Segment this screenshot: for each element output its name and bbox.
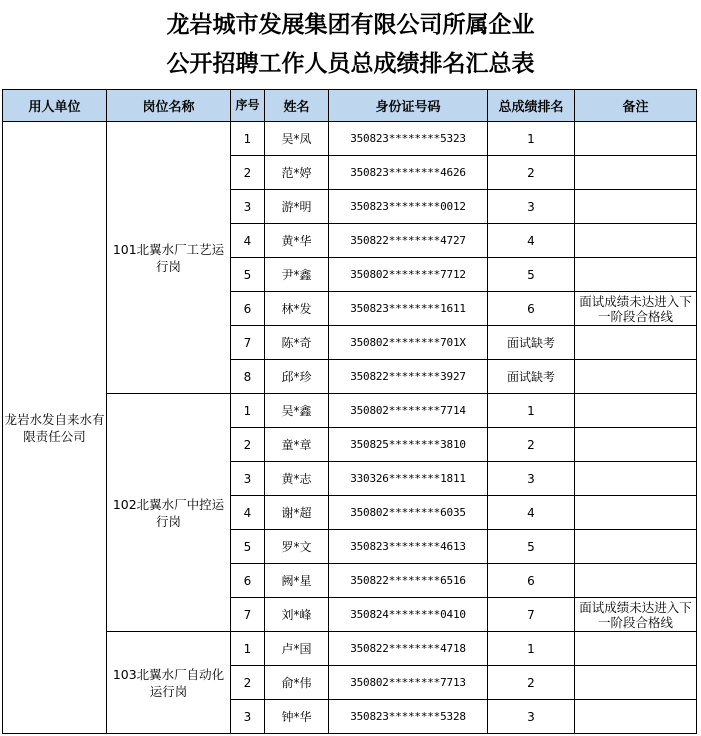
cell-rank: 3 — [488, 190, 575, 224]
cell-rank: 3 — [488, 462, 575, 496]
cell-seq: 1 — [231, 122, 265, 156]
cell-seq: 2 — [231, 428, 265, 462]
page-title-line-2: 公开招聘工作人员总成绩排名汇总表 — [166, 51, 535, 77]
cell-name: 黄*志 — [265, 462, 329, 496]
cell-note — [575, 530, 697, 564]
cell-seq: 4 — [231, 224, 265, 258]
cell-rank: 4 — [488, 224, 575, 258]
cell-seq: 2 — [231, 156, 265, 190]
cell-post-name: 103北翼水厂自动化运行岗 — [107, 632, 231, 734]
cell-seq: 3 — [231, 462, 265, 496]
cell-id-number: 330326********1811 — [329, 462, 488, 496]
cell-note — [575, 224, 697, 258]
cell-name: 吴*鑫 — [265, 394, 329, 428]
cell-name: 陈*奇 — [265, 326, 329, 360]
cell-seq: 2 — [231, 666, 265, 700]
cell-id-number: 350802********7714 — [329, 394, 488, 428]
cell-note — [575, 666, 697, 700]
table-body — [3, 122, 697, 734]
cell-id-number: 350823********0012 — [329, 190, 488, 224]
cell-rank: 6 — [488, 564, 575, 598]
header-unit: 用人单位 — [3, 90, 107, 122]
cell-note — [575, 156, 697, 190]
cell-note — [575, 700, 697, 734]
header-post: 岗位名称 — [107, 90, 231, 122]
cell-name: 黄*华 — [265, 224, 329, 258]
cell-seq: 8 — [231, 360, 265, 394]
cell-id-number: 350822********3927 — [329, 360, 488, 394]
cell-name: 林*发 — [265, 292, 329, 326]
cell-post-name: 102北翼水厂中控运行岗 — [107, 394, 231, 632]
cell-id-number: 350802********701X — [329, 326, 488, 360]
cell-rank: 6 — [488, 292, 575, 326]
cell-note — [575, 326, 697, 360]
cell-id-number: 350802********6035 — [329, 496, 488, 530]
cell-note — [575, 462, 697, 496]
cell-rank: 2 — [488, 156, 575, 190]
cell-note — [575, 632, 697, 666]
cell-rank: 1 — [488, 394, 575, 428]
ranking-table — [2, 89, 697, 734]
page-title-line-1: 龙岩城市发展集团有限公司所属企业 — [166, 12, 535, 38]
cell-note: 面试成绩未达进入下一阶段合格线 — [575, 598, 697, 632]
cell-note — [575, 564, 697, 598]
header-seq: 序号 — [231, 90, 265, 122]
cell-name: 俞*伟 — [265, 666, 329, 700]
table-row — [3, 122, 697, 156]
cell-seq: 6 — [231, 564, 265, 598]
cell-rank: 5 — [488, 530, 575, 564]
cell-id-number: 350823********1611 — [329, 292, 488, 326]
cell-id-number: 350822********4718 — [329, 632, 488, 666]
table-row — [3, 394, 697, 428]
cell-note — [575, 394, 697, 428]
cell-id-number: 350823********5328 — [329, 700, 488, 734]
table-row — [3, 632, 697, 666]
cell-note — [575, 258, 697, 292]
cell-seq: 5 — [231, 530, 265, 564]
cell-name: 阙*星 — [265, 564, 329, 598]
cell-id-number: 350822********6516 — [329, 564, 488, 598]
cell-seq: 6 — [231, 292, 265, 326]
cell-id-number: 350823********4613 — [329, 530, 488, 564]
cell-rank: 1 — [488, 122, 575, 156]
cell-id-number: 350822********4727 — [329, 224, 488, 258]
cell-name: 钟*华 — [265, 700, 329, 734]
cell-note: 面试成绩未达进入下一阶段合格线 — [575, 292, 697, 326]
cell-name: 尹*鑫 — [265, 258, 329, 292]
cell-seq: 7 — [231, 598, 265, 632]
cell-seq: 5 — [231, 258, 265, 292]
header-note: 备注 — [575, 90, 697, 122]
cell-note — [575, 428, 697, 462]
cell-seq: 7 — [231, 326, 265, 360]
cell-name: 刘*峰 — [265, 598, 329, 632]
cell-name: 吴*凤 — [265, 122, 329, 156]
cell-id-number: 350823********5323 — [329, 122, 488, 156]
cell-rank: 4 — [488, 496, 575, 530]
cell-seq: 3 — [231, 700, 265, 734]
cell-seq: 3 — [231, 190, 265, 224]
cell-rank: 面试缺考 — [488, 326, 575, 360]
cell-rank: 3 — [488, 700, 575, 734]
header-rank: 总成绩排名 — [488, 90, 575, 122]
cell-rank: 1 — [488, 632, 575, 666]
cell-rank: 5 — [488, 258, 575, 292]
cell-name: 范*婷 — [265, 156, 329, 190]
cell-name: 谢*超 — [265, 496, 329, 530]
cell-id-number: 350802********7713 — [329, 666, 488, 700]
cell-note — [575, 496, 697, 530]
cell-note — [575, 360, 697, 394]
cell-seq: 4 — [231, 496, 265, 530]
cell-name: 童*章 — [265, 428, 329, 462]
header-id: 身份证号码 — [329, 90, 488, 122]
cell-note — [575, 190, 697, 224]
cell-employer-unit: 龙岩水发自来水有限责任公司 — [3, 122, 107, 734]
cell-rank: 2 — [488, 428, 575, 462]
cell-name: 游*明 — [265, 190, 329, 224]
cell-name: 卢*国 — [265, 632, 329, 666]
cell-name: 罗*文 — [265, 530, 329, 564]
cell-post-name: 101北翼水厂工艺运行岗 — [107, 122, 231, 394]
cell-rank: 面试缺考 — [488, 360, 575, 394]
cell-id-number: 350825********3810 — [329, 428, 488, 462]
cell-seq: 1 — [231, 632, 265, 666]
cell-id-number: 350824********0410 — [329, 598, 488, 632]
cell-id-number: 350823********4626 — [329, 156, 488, 190]
cell-seq: 1 — [231, 394, 265, 428]
header-name: 姓名 — [265, 90, 329, 122]
cell-id-number: 350802********7712 — [329, 258, 488, 292]
cell-rank: 2 — [488, 666, 575, 700]
cell-name: 邱*珍 — [265, 360, 329, 394]
cell-note — [575, 122, 697, 156]
header-row — [3, 90, 697, 122]
cell-rank: 7 — [488, 598, 575, 632]
